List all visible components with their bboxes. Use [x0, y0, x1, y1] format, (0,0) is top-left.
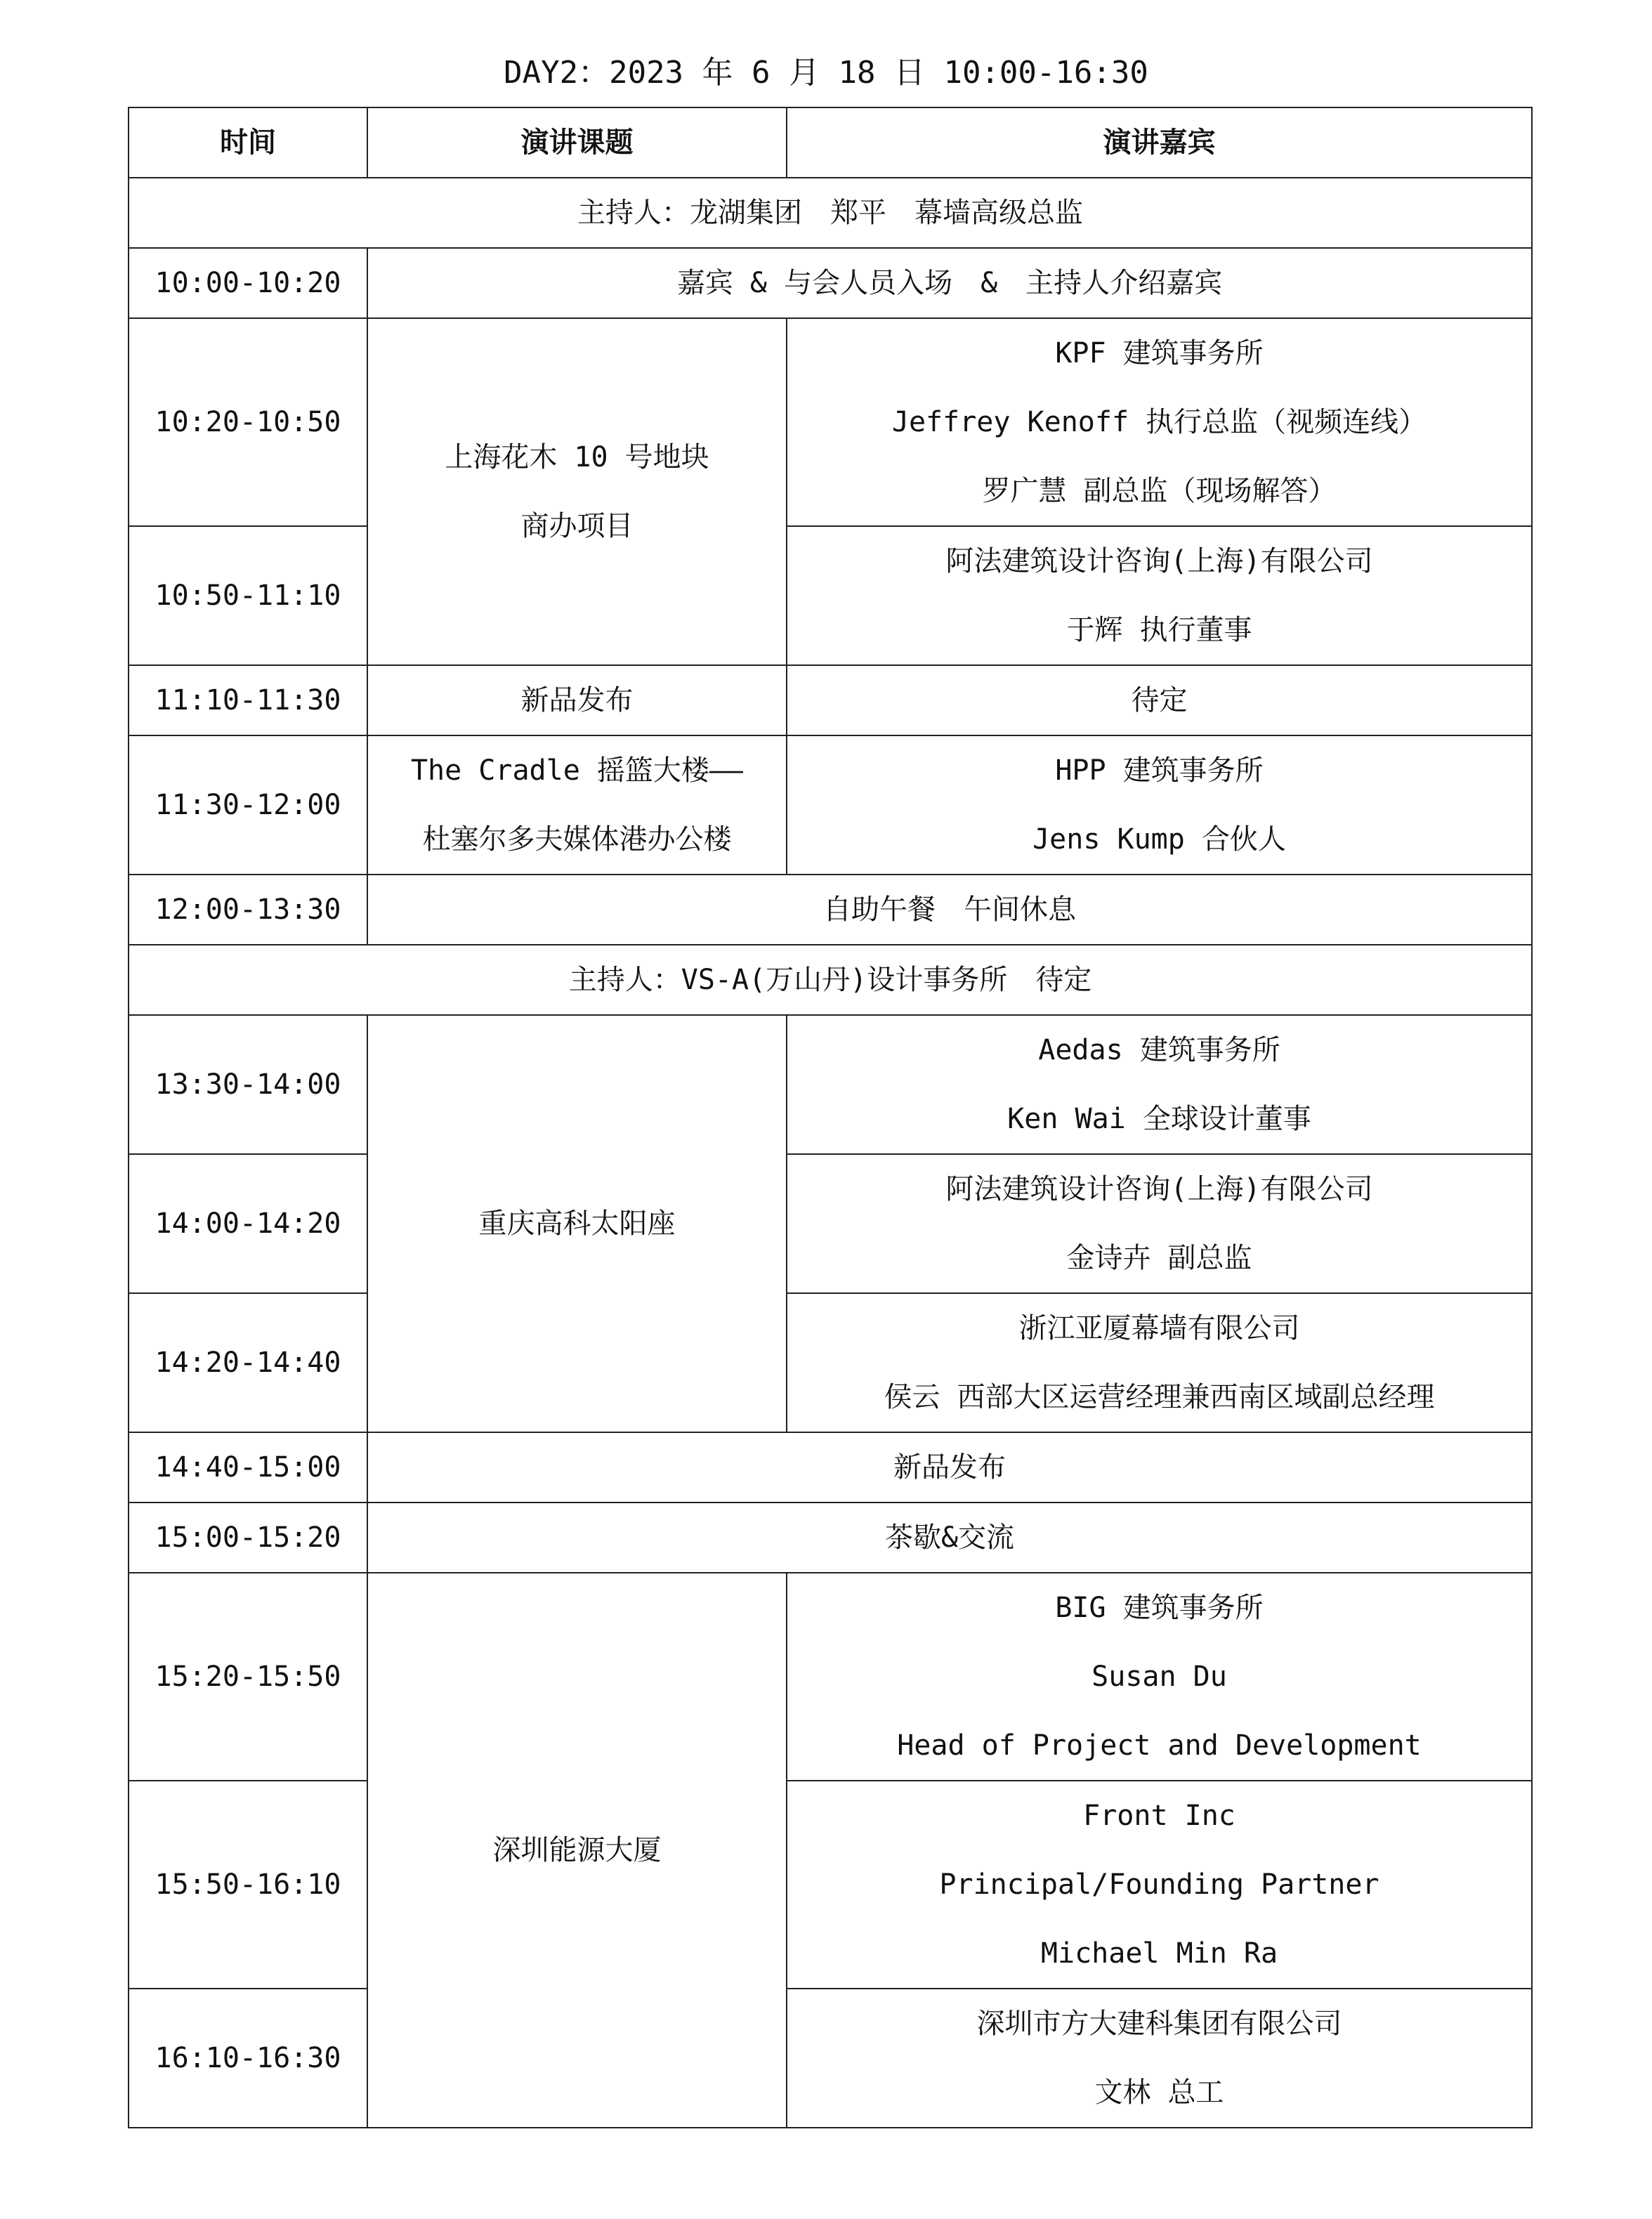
speaker-cell — [787, 1573, 1532, 1781]
speaker-line: Ken Wai 全球设计董事 — [1007, 1103, 1311, 1135]
speaker-cell — [787, 1989, 1532, 2128]
topic-line: The Cradle 摇篮大楼—— — [410, 754, 744, 787]
table-row — [129, 526, 1532, 665]
speaker-line: Front Inc — [1083, 1800, 1235, 1832]
topic-cell — [367, 735, 787, 875]
speaker-line: HPP 建筑事务所 — [1055, 754, 1264, 787]
topic-line: 上海花木 10 号地块 — [445, 441, 709, 473]
speaker-line: 阿法建筑设计咨询(上海)有限公司 — [945, 1173, 1373, 1205]
table-row — [129, 1293, 1532, 1432]
speaker-line: Head of Project and Development — [897, 1729, 1422, 1762]
speaker-line: 金诗卉 副总监 — [1066, 1242, 1252, 1274]
speaker-cell — [787, 1293, 1532, 1432]
topic-line: 商办项目 — [520, 510, 634, 542]
time-cell: 12:00-13:30 — [129, 875, 367, 945]
speaker-cell: 待定 — [787, 665, 1532, 735]
speaker-line: 侯云 西部大区运营经理兼西南区域副总经理 — [884, 1381, 1435, 1413]
page-heading: DAY2：2023 年 6 月 18 日 10:00-16:30 — [504, 55, 1148, 91]
topic-cell — [367, 318, 787, 665]
speaker-line: Jeffrey Kenoff 执行总监（视频连线） — [891, 406, 1427, 438]
header-row — [129, 107, 1532, 178]
time-cell: 14:40-15:00 — [129, 1432, 367, 1503]
speaker-line: 阿法建筑设计咨询(上海)有限公司 — [945, 545, 1373, 577]
speaker-line: 罗广慧 副总监（现场解答） — [982, 475, 1337, 507]
table-row — [129, 1432, 1532, 1503]
speaker-line: 文林 总工 — [1094, 2076, 1224, 2109]
merged-cell: 新品发布 — [367, 1432, 1532, 1503]
time-cell: 15:20-15:50 — [129, 1573, 367, 1781]
col-header-time: 时间 — [129, 107, 367, 178]
merged-cell: 茶歇&交流 — [367, 1503, 1532, 1573]
topic-cell: 重庆高科太阳座 — [367, 1015, 787, 1432]
host-cell: 主持人：龙湖集团 郑平 幕墙高级总监 — [129, 178, 1532, 248]
topic-cell: 新品发布 — [367, 665, 787, 735]
table-row — [129, 248, 1532, 318]
speaker-line: Aedas 建筑事务所 — [1038, 1034, 1280, 1066]
speaker-line: Michael Min Ra — [1040, 1937, 1278, 1970]
table-row — [129, 1781, 1532, 1989]
host-row — [129, 178, 1532, 248]
table-row — [129, 1503, 1532, 1573]
time-cell: 10:50-11:10 — [129, 526, 367, 665]
topic-cell: 深圳能源大厦 — [367, 1573, 787, 2128]
time-cell: 10:00-10:20 — [129, 248, 367, 318]
time-cell: 11:10-11:30 — [129, 665, 367, 735]
speaker-line: Susan Du — [1092, 1661, 1227, 1693]
time-cell: 13:30-14:00 — [129, 1015, 367, 1154]
speaker-line: KPF 建筑事务所 — [1055, 337, 1264, 369]
time-cell: 16:10-16:30 — [129, 1989, 367, 2128]
speaker-line: 于辉 执行董事 — [1066, 614, 1252, 646]
speaker-line: Jens Kump 合伙人 — [1032, 823, 1286, 856]
schedule-table — [128, 107, 1533, 2128]
speaker-line: 浙江亚厦幕墙有限公司 — [1018, 1312, 1300, 1344]
speaker-cell — [787, 318, 1532, 526]
speaker-line: 深圳市方大建科集团有限公司 — [976, 2008, 1342, 2040]
speaker-line: BIG 建筑事务所 — [1055, 1592, 1264, 1624]
table-row — [129, 665, 1532, 735]
table-row — [129, 875, 1532, 945]
host-cell: 主持人：VS-A(万山丹)设计事务所 待定 — [129, 945, 1532, 1015]
speaker-cell — [787, 735, 1532, 875]
speaker-cell — [787, 526, 1532, 665]
time-cell: 10:20-10:50 — [129, 318, 367, 526]
col-header-topic: 演讲课题 — [367, 107, 787, 178]
col-header-speaker: 演讲嘉宾 — [787, 107, 1532, 178]
topic-line: 杜塞尔多夫媒体港办公楼 — [422, 823, 732, 856]
table-row — [129, 318, 1532, 526]
table-row — [129, 1989, 1532, 2128]
speaker-cell — [787, 1015, 1532, 1154]
time-cell: 15:00-15:20 — [129, 1503, 367, 1573]
time-cell: 11:30-12:00 — [129, 735, 367, 875]
host-row — [129, 945, 1532, 1015]
time-cell: 15:50-16:10 — [129, 1781, 367, 1989]
time-cell: 14:20-14:40 — [129, 1293, 367, 1432]
time-cell: 14:00-14:20 — [129, 1154, 367, 1293]
speaker-line: Principal/Founding Partner — [939, 1868, 1379, 1901]
speaker-cell — [787, 1781, 1532, 1989]
table-row — [129, 735, 1532, 875]
table-row — [129, 1015, 1532, 1154]
merged-cell: 自助午餐 午间休息 — [367, 875, 1532, 945]
speaker-cell — [787, 1154, 1532, 1293]
table-row — [129, 1154, 1532, 1293]
table-row — [129, 1573, 1532, 1781]
merged-cell: 嘉宾 & 与会人员入场 & 主持人介绍嘉宾 — [367, 248, 1532, 318]
